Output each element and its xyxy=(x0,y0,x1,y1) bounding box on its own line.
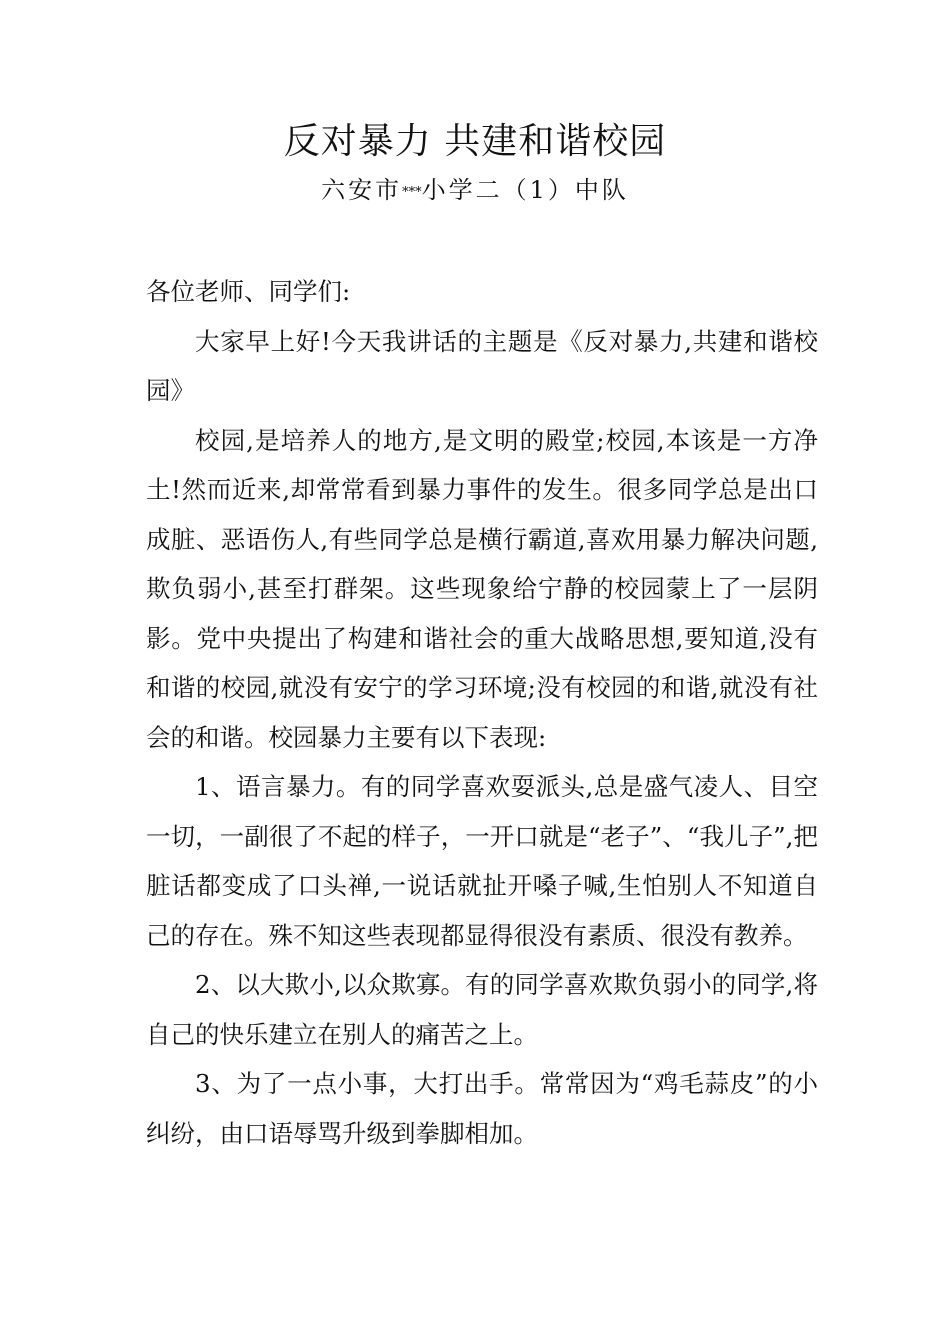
paragraph-point-1: 1、语言暴力。有的同学喜欢耍派头,总是盛气凌人、目空一切，一副很了不起的样子，一开口就是“老子”、“我儿子”,把脏话都变成了口头禅,一说话就扯开嗓子喊,生怕别人不知道自己的存在。殊不知这些表现都显得很没有素质、很没有教养。 xyxy=(146,772,818,950)
subtitle-school-prefix: 六安市 xyxy=(321,176,403,204)
subtitle-class-suffix: 小学二（1）中队 xyxy=(421,176,629,204)
paragraph-point-2: 2、以大欺小,以众欺寡。有的同学喜欢欺负弱小的同学,将自己的快乐建立在别人的痛苦之上。 xyxy=(146,970,818,1049)
document-title: 反对暴力 共建和谐校园 xyxy=(283,121,667,162)
paragraph-point-3: 3、为了一点小事，大打出手。常常因为“鸡毛蒜皮”的小纠纷，由口语辱骂升级到拳脚相加。 xyxy=(146,1069,818,1148)
document-subtitle xyxy=(0,172,950,211)
salutation: 各位老师、同学们: xyxy=(146,277,351,306)
paragraph-greeting: 大家早上好!今天我讲话的主题是《反对暴力,共建和谐校园》 xyxy=(146,326,818,405)
document-body xyxy=(146,267,818,1158)
paragraph-campus: 校园,是培养人的地方,是文明的殿堂;校园,本该是一方净土!然而近来,却常常看到暴力事件的发生。很多同学总是出口成脏、恶语伤人,有些同学总是横行霸道,喜欢用暴力解决问题,欺负弱小,甚至打群架。这些现象给宁静的校园蒙上了一层阴影。党中央提出了构建和谐社会的重大战略思想,要知道,没有和谐的校园,就没有安宁的学习环境;没有校园的和谐,就没有社会的和谐。校园暴力主要有以下表现: xyxy=(146,425,818,752)
subtitle-masked-name: *** xyxy=(402,185,422,200)
